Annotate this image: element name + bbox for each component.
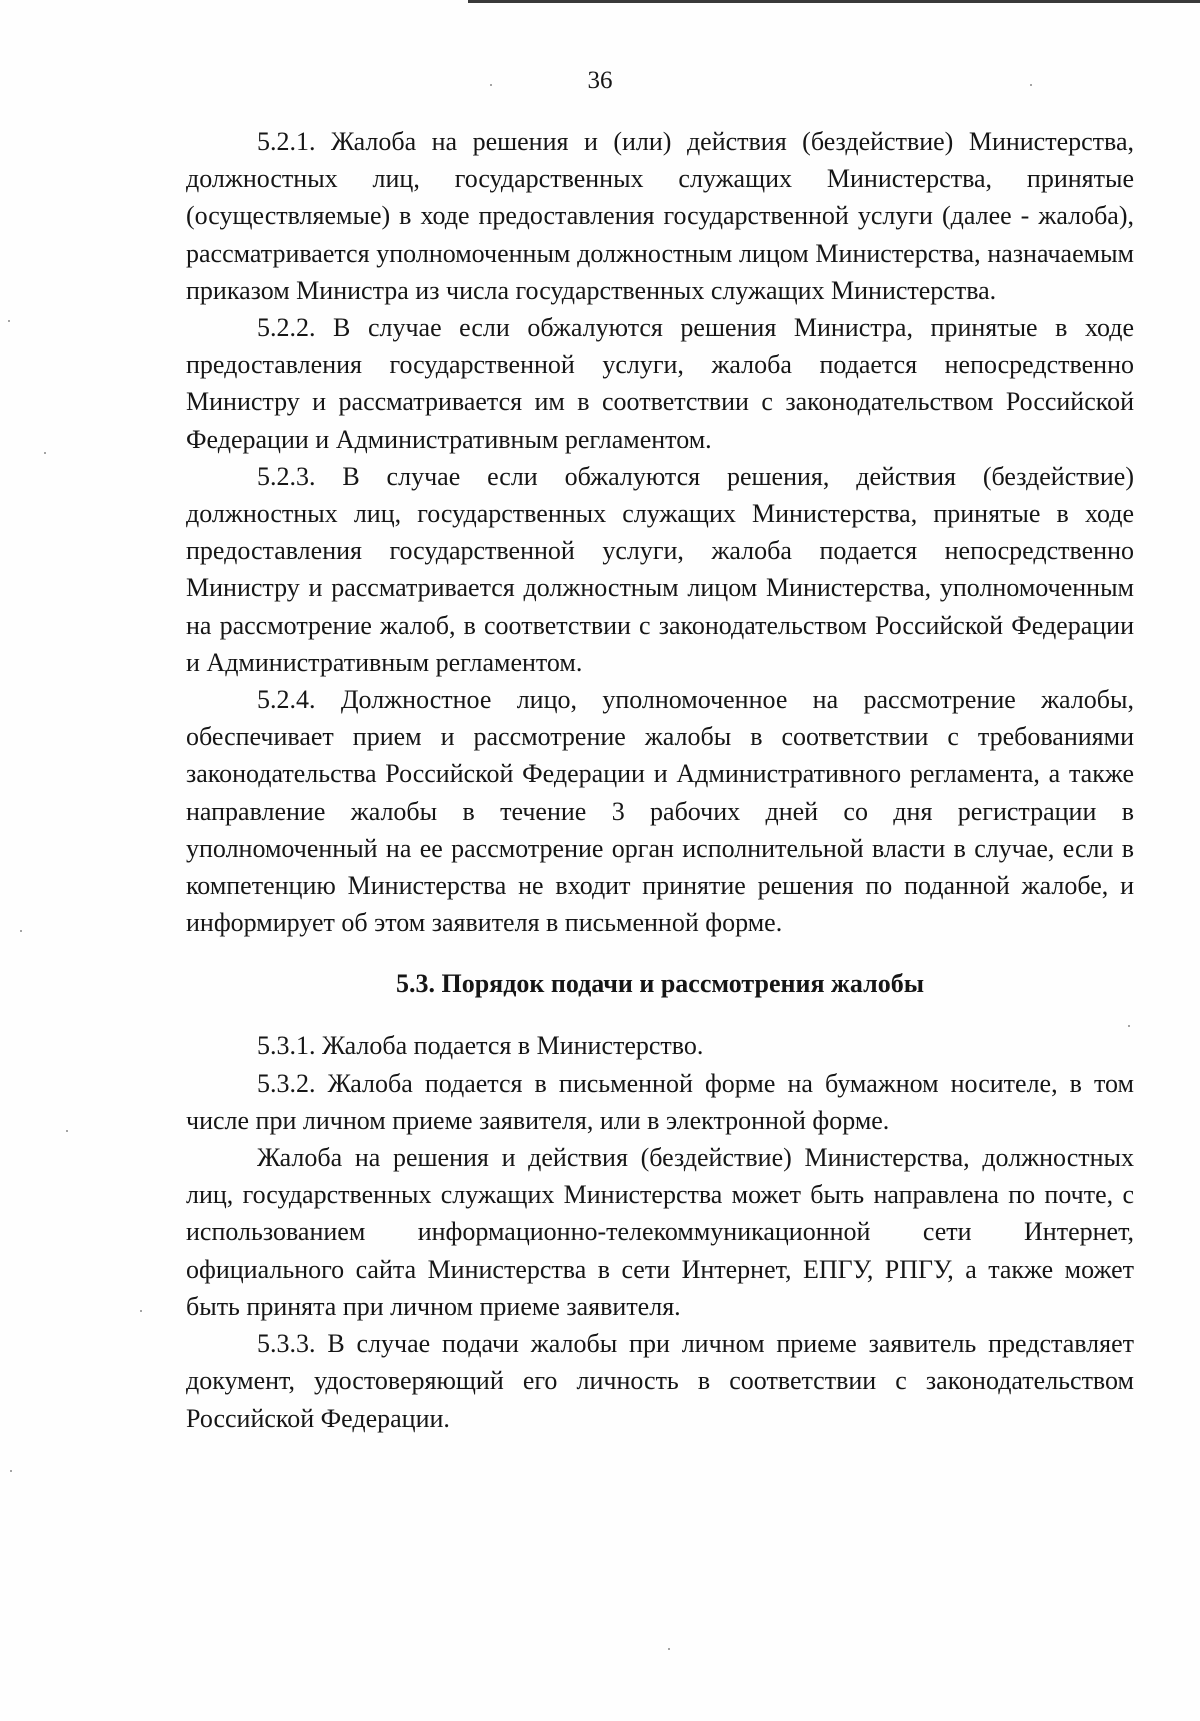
top-border-line	[468, 0, 1200, 3]
paragraph-5-3-1: 5.3.1. Жалоба подается в Министерство.	[257, 1031, 704, 1061]
paragraph-5-2-1: 5.2.1. Жалоба на решения и (или) действия (бездействие) Министерства, должностных лиц, государственных служащих Министерства, принятые (осуществляемые) в ходе предоставления государственной услуги (далее - жалоба), рассматривается уполномоченным должностным лицом Министерства, назначаемым приказом Министра из числа государственных служащих Министерства.	[186, 127, 1134, 305]
scan-speck	[490, 84, 492, 86]
paragraph-5-2-3: 5.2.3. В случае если обжалуются решения, действия (бездействие) должностных лиц, государственных служащих Министерства, принятые в ходе предоставления государственной услуги, жалоба подается непосредственно Министру и рассматривается должностным лицом Министерства, уполномоченным на рассмотрение жалоб, в соответствии с законодательством Российской Федерации и Административным регламентом.	[186, 461, 1134, 677]
document-body	[186, 123, 1134, 1437]
scan-speck	[8, 320, 10, 322]
section-heading: 5.3. Порядок подачи и рассмотрения жалобы	[396, 969, 924, 999]
paragraph-5-3-3: 5.3.3. В случае подачи жалобы при личном приеме заявитель представляет документ, удостоверяющий его личность в соответствии с законодательством Российской Федерации.	[186, 1329, 1134, 1433]
scan-speck	[1030, 84, 1032, 86]
scan-speck	[66, 1130, 68, 1132]
scan-speck	[140, 1310, 142, 1312]
page-number: 36	[587, 67, 613, 94]
scan-speck	[668, 1648, 670, 1650]
scan-speck	[1128, 1025, 1130, 1027]
paragraph-5-2-4: 5.2.4. Должностное лицо, уполномоченное на рассмотрение жалобы, обеспечивает прием и рассмотрение жалобы в соответствии с требованиями законодательства Российской Федерации и Административного регламента, а также направление жалобы в течение 3 рабочих дней со дня регистрации в уполномоченный на ее рассмотрение орган исполнительной власти в случае, если в компетенцию Министерства не входит принятие решения по поданной жалобе, и информирует об этом заявителя в письменной форме.	[186, 685, 1134, 938]
paragraph-complaint-channels: Жалоба на решения и действия (бездействие) Министерства, должностных лиц, государственных служащих Министерства может быть направлена по почте, с использованием информационно-телекоммуникационной сети Интернет, официального сайта Министерства в сети Интернет, ЕПГУ, РПГУ, а также может быть принята при личном приеме заявителя.	[186, 1143, 1134, 1321]
scan-speck	[44, 452, 46, 454]
paragraph-5-2-2: 5.2.2. В случае если обжалуются решения Министра, принятые в ходе предоставления государственной услуги, жалоба подается непосредственно Министру и рассматривается им в соответствии с законодательством Российской Федерации и Административным регламентом.	[186, 313, 1134, 454]
paragraph-5-3-2: 5.3.2. Жалоба подается в письменной форме на бумажном носителе, в том числе при личном приеме заявителя, или в электронной форме.	[186, 1068, 1134, 1135]
scan-speck	[10, 1470, 12, 1472]
scan-speck	[20, 930, 22, 932]
